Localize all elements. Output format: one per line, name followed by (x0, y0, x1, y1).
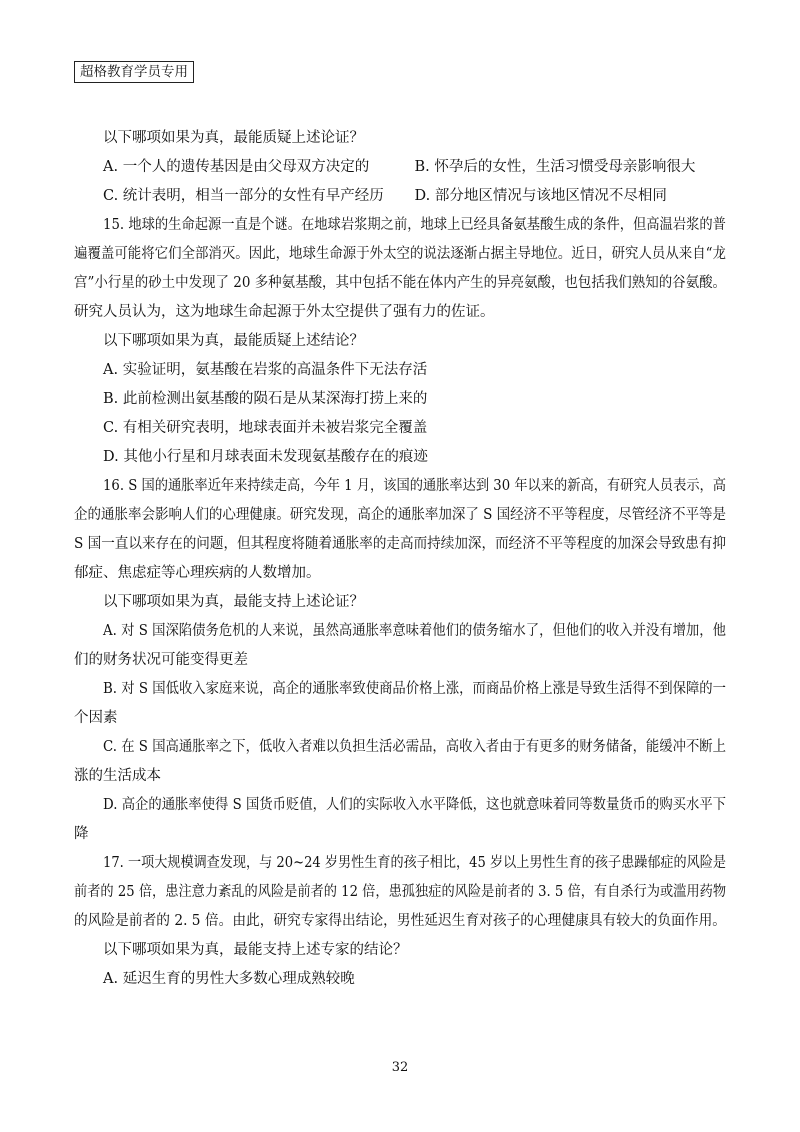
q14-prompt: 以下哪项如果为真，最能质疑上述论证？ (103, 130, 364, 146)
q16-stem-line: S 国一直以来存在的问题，但其程度将随着通胀率的走高而持续加深，而经济不平等程度的加深会导致患有抑 (74, 536, 726, 552)
q16-option-a: A. 对 S 国深陷债务危机的人来说，虽然高通胀率意味着他们的债务缩水了，但他们的收入并没有增加，他 (103, 623, 726, 639)
q14-option-d: D. 部分地区情况与该地区情况不尽相同 (414, 188, 667, 204)
q15-stem-line: 15. 地球的生命起源一直是个谜。在地球岩浆期之前，地球上已经具备氨基酸生成的条件，但高温岩浆的普 (103, 217, 726, 233)
q17-stem-line: 17. 一项大规模调查发现，与 20~24 岁男性生育的孩子相比，45 岁以上男性生育的孩子患躁郁症的风险是 (103, 855, 726, 871)
q14-options-row-1 (74, 153, 726, 182)
q16-prompt: 以下哪项如果为真，最能支持上述论证？ (103, 594, 364, 610)
q17-prompt: 以下哪项如果为真，最能支持上述专家的结论？ (103, 942, 408, 958)
q17-stem-line: 的风险是前者的 2. 5 倍。由此，研究专家得出结论，男性延迟生育对孩子的心理健康具有较大的负面作用。 (74, 913, 727, 929)
q15-option-c: C. 有相关研究表明，地球表面并未被岩浆完全覆盖 (103, 420, 428, 436)
page-number: 32 (391, 1060, 409, 1075)
q16-option-b-cont: 个因素 (74, 710, 118, 726)
q17-option-a: A. 延迟生育的男性大多数心理成熟较晚 (103, 971, 355, 987)
q16-stem-line: 企的通胀率会影响人们的心理健康。研究发现，高企的通胀率加深了 S 国经济不平等程度，尽管经济不平等是 (74, 507, 727, 523)
q16-option-a-cont: 们的财务状况可能变得更差 (74, 652, 248, 668)
q16-option-d: D. 高企的通胀率使得 S 国货币贬值，人们的实际收入水平降低，这也就意味着同等数量货币的购买水平下 (103, 797, 727, 813)
q15-prompt: 以下哪项如果为真，最能质疑上述结论？ (103, 333, 364, 349)
q15-stem-line: 宫”小行星的砂土中发现了 20 多种氨基酸，其中包括不能在体内产生的异亮氨酸，也包括我们熟知的谷氨酸。 (74, 275, 727, 291)
q15-stem-line: 研究人员认为，这为地球生命起源于外太空提供了强有力的佐证。 (74, 304, 495, 320)
q15-option-a: A. 实验证明，氨基酸在岩浆的高温条件下无法存活 (103, 362, 428, 378)
q16-option-b: B. 对 S 国低收入家庭来说，高企的通胀率致使商品价格上涨，而商品价格上涨是导致生活得不到保障的一 (103, 681, 727, 697)
q16-option-d-cont: 降 (74, 826, 89, 842)
header-label: 超格教育学员专用 (74, 61, 194, 83)
q14-option-c: C. 统计表明，相当一部分的女性有早产经历 (103, 188, 384, 204)
q15-stem-line: 遍覆盖可能将它们全部消灭。因此，地球生命源于外太空的说法逐渐占据主导地位。近日，研究人员从来自“龙 (74, 246, 727, 262)
q16-option-c-cont: 涨的生活成本 (74, 768, 161, 784)
q14-options-row-2 (74, 182, 726, 211)
q16-option-c: C. 在 S 国高通胀率之下，低收入者难以负担生活必需品，高收入者由于有更多的财务储备，能缓冲不断上 (103, 739, 726, 755)
q17-stem-line: 前者的 25 倍，患注意力紊乱的风险是前者的 12 倍，患孤独症的风险是前者的 3. 5 倍，有自杀行为或滥用药物 (74, 884, 727, 900)
q15-option-d: D. 其他小行星和月球表面未发现氨基酸存在的痕迹 (103, 449, 428, 465)
q16-stem-line: 16. S 国的通胀率近年来持续走高，今年 1 月，该国的通胀率达到 30 年以来的新高，有研究人员表示，高 (103, 478, 727, 494)
page-content (74, 124, 726, 994)
q16-stem-line: 郁症、焦虑症等心理疾病的人数增加。 (74, 565, 321, 581)
q15-option-b: B. 此前检测出氨基酸的陨石是从某深海打捞上来的 (103, 391, 428, 407)
q14-option-b: B. 怀孕后的女性，生活习惯受母亲影响很大 (414, 159, 696, 175)
q14-option-a: A. 一个人的遗传基因是由父母双方决定的 (103, 159, 370, 175)
